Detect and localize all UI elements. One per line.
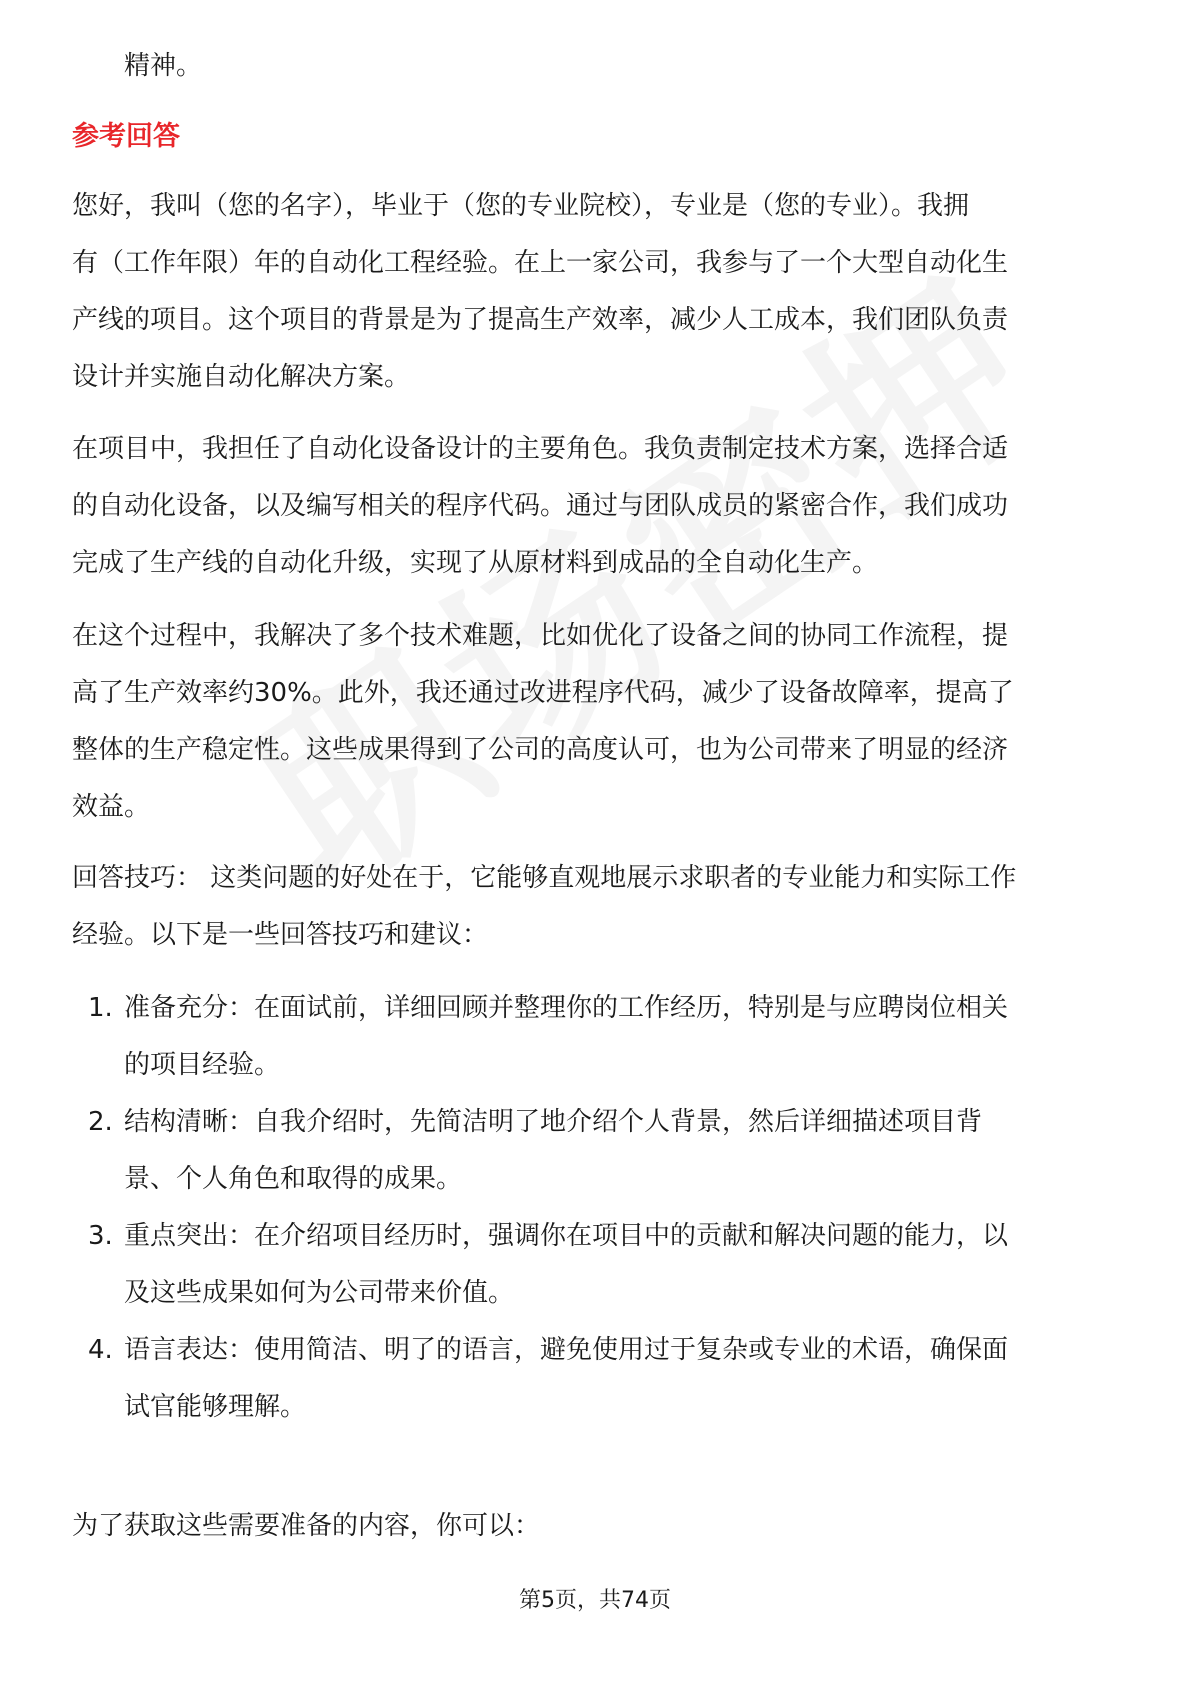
page-footer: 第5页，共74页 [519,1588,671,1613]
paragraph-line: 高了生产效率约30%。此外，我还通过改进程序代码，减少了设备故障率，提高了 [72,678,1014,708]
list-line: 的项目经验。 [124,1050,281,1080]
list-line: 景、个人角色和取得的成果。 [124,1164,463,1194]
paragraph-line: 您好，我叫（您的名字），毕业于（您的专业院校），专业是（您的专业）。我拥 [72,191,970,221]
section-heading: 参考回答 [72,121,180,152]
paragraph-line: 经验。以下是一些回答技巧和建议： [72,920,489,950]
paragraph-line: 回答技巧： 这类问题的好处在于，它能够直观地展示求职者的专业能力和实际工作 [72,863,1017,893]
paragraph-line: 整体的生产稳定性。这些成果得到了公司的高度认可，也为公司带来了明显的经济 [72,735,1009,765]
list-line: 试官能够理解。 [124,1392,307,1422]
list-number: 4. [88,1335,113,1365]
paragraph-3 [72,608,1014,836]
list-number: 2. [88,1107,113,1137]
tips-list [72,980,1008,1436]
tips-intro [72,850,1016,964]
list-item [72,1208,1008,1322]
list-number: 3. [88,1221,113,1251]
list-line: 准备充分：在面试前，详细回顾并整理你的工作经历，特别是与应聘岗位相关 [124,993,1009,1023]
paragraph-line: 完成了生产线的自动化升级，实现了从原材料到成品的全自动化生产。 [72,548,879,578]
list-item [72,980,1008,1094]
paragraph-2 [72,421,1008,592]
paragraph-line: 产线的项目。这个项目的背景是为了提高生产效率，减少人工成本，我们团队负责 [72,305,1009,335]
list-line: 结构清晰：自我介绍时，先简洁明了地介绍个人背景，然后详细描述项目背 [124,1107,983,1137]
paragraph-line: 在这个过程中，我解决了多个技术难题，比如优化了设备之间的协同工作流程，提 [72,621,1009,651]
paragraph-line: 效益。 [72,792,151,822]
continuation-text: 精神。 [124,51,203,81]
paragraph-1 [72,178,1008,406]
list-item [72,1094,1008,1208]
paragraph-line: 设计并实施自动化解决方案。 [72,362,411,392]
list-item [72,1322,1008,1436]
list-line: 语言表达：使用简洁、明了的语言，避免使用过于复杂或专业的术语，确保面 [124,1335,1009,1365]
closing-text: 为了获取这些需要准备的内容，你可以： [72,1511,541,1541]
paragraph-line: 的自动化设备，以及编写相关的程序代码。通过与团队成员的紧密合作，我们成功 [72,491,1009,521]
list-line: 重点突出：在介绍项目经历时，强调你在项目中的贡献和解决问题的能力，以 [124,1221,1009,1251]
list-line: 及这些成果如何为公司带来价值。 [124,1278,515,1308]
paragraph-line: 在项目中，我担任了自动化设备设计的主要角色。我负责制定技术方案，选择合适 [72,434,1009,464]
paragraph-line: 有（工作年限）年的自动化工程经验。在上一家公司，我参与了一个大型自动化生 [72,248,1009,278]
list-number: 1. [88,993,113,1023]
